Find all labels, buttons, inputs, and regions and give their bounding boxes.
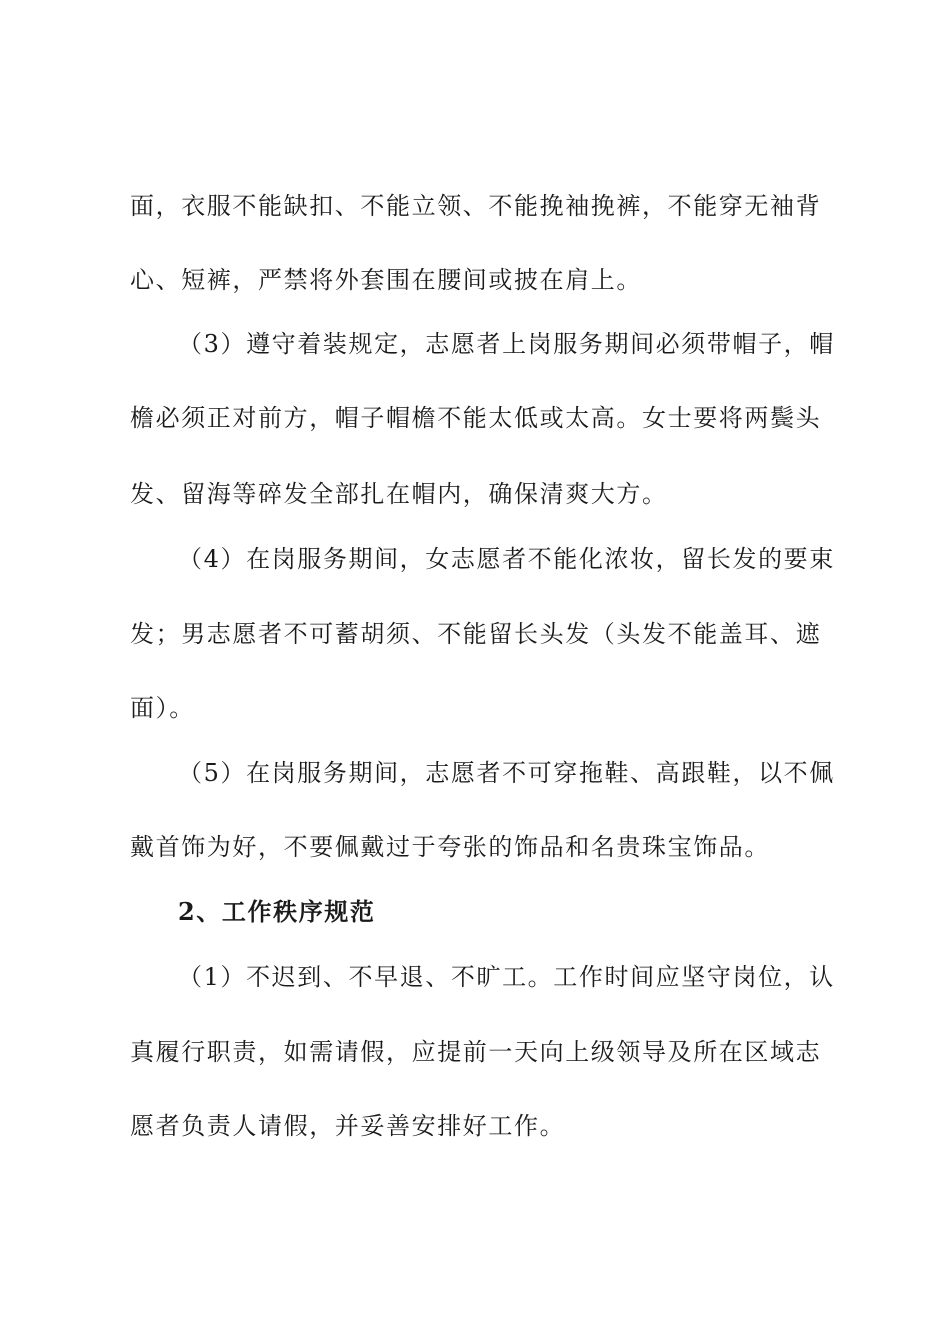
paragraph-line: （4）在岗服务期间，女志愿者不能化浓妆，留长发的要束 xyxy=(178,545,835,573)
paragraph-line: 心、短裤，严禁将外套围在腰间或披在肩上。 xyxy=(130,266,642,294)
paragraph-line: 檐必须正对前方，帽子帽檐不能太低或太高。女士要将两鬓头 xyxy=(130,404,822,432)
paragraph-line: 戴首饰为好，不要佩戴过于夸张的饰品和名贵珠宝饰品。 xyxy=(130,833,770,861)
paragraph-line: 发；男志愿者不可蓄胡须、不能留长头发（头发不能盖耳、遮 xyxy=(130,620,822,648)
paragraph-line: （1）不迟到、不早退、不旷工。工作时间应坚守岗位，认 xyxy=(178,963,835,991)
paragraph-line: 面，衣服不能缺扣、不能立领、不能挽袖挽裤，不能穿无袖背 xyxy=(130,192,822,220)
section-heading: 2、工作秩序规范 xyxy=(178,897,376,926)
paragraph-line: 真履行职责，如需请假，应提前一天向上级领导及所在区域志 xyxy=(130,1038,822,1066)
paragraph-line: 发、留海等碎发全部扎在帽内，确保清爽大方。 xyxy=(130,480,668,508)
paragraph-line: （5）在岗服务期间，志愿者不可穿拖鞋、高跟鞋，以不佩 xyxy=(178,759,835,787)
paragraph-line: （3）遵守着装规定，志愿者上岗服务期间必须带帽子，帽 xyxy=(178,330,835,358)
paragraph-line: 愿者负责人请假，并妥善安排好工作。 xyxy=(130,1112,566,1140)
paragraph-line: 面）。 xyxy=(130,694,195,722)
